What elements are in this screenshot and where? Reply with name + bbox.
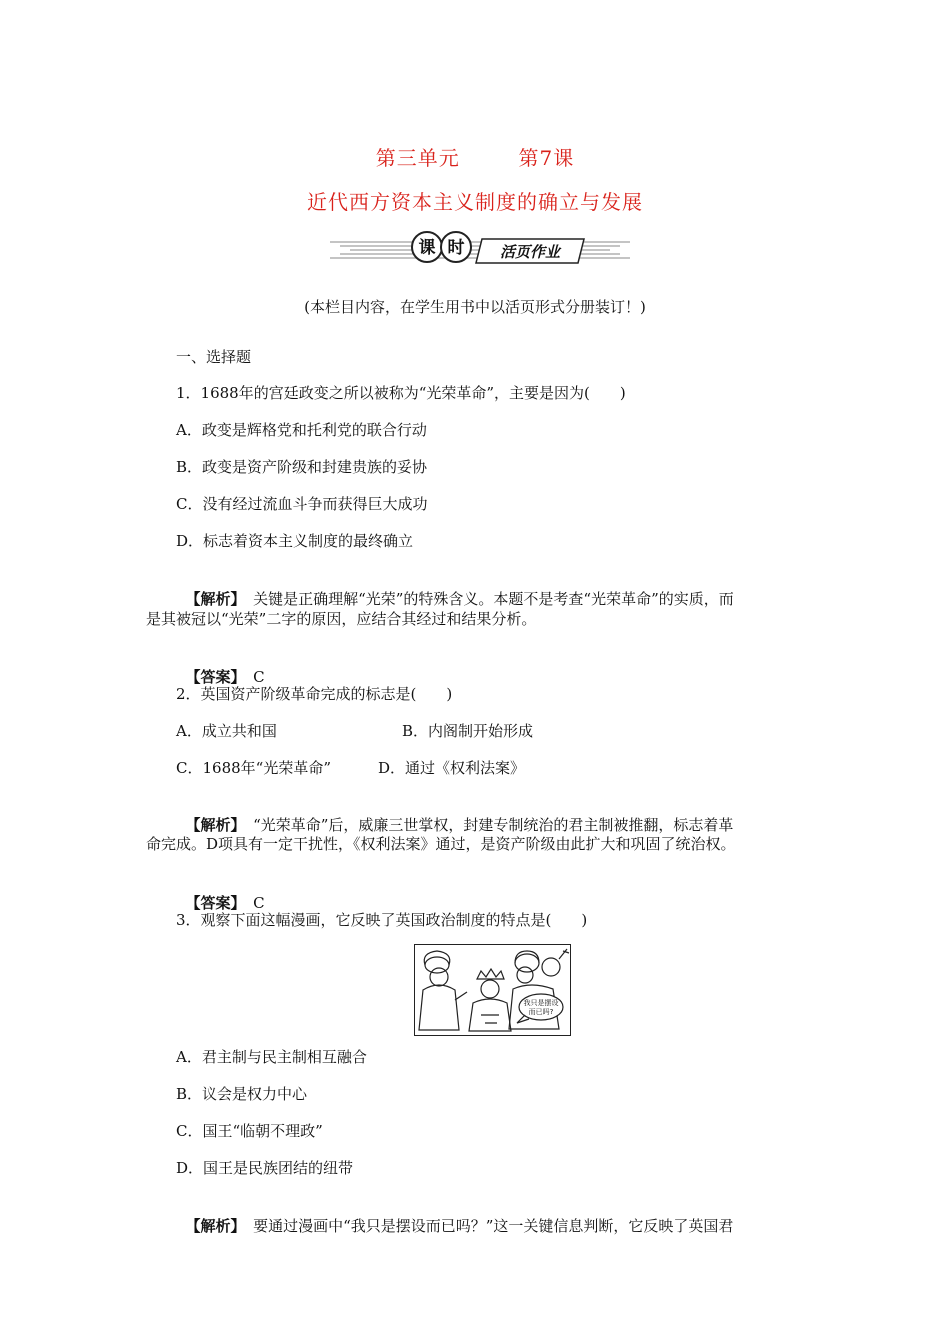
unit-title: 第三单元 第7课 xyxy=(375,146,575,170)
q2-option-c: C．1688年“光荣革命” xyxy=(176,759,331,777)
analysis-tag: 【解析】 xyxy=(185,816,239,834)
cartoon-bubble-line-1: 我只是摆设 xyxy=(523,999,559,1007)
q2-option-a: A．成立共和国 xyxy=(176,722,277,740)
q1-analysis-line-2: 是其被冠以“光荣”二字的原因，应结合其经过和结果分析。 xyxy=(146,610,537,628)
banner-label: 活页作业 xyxy=(499,243,561,261)
lesson-title: 近代西方资本主义制度的确立与发展 xyxy=(307,190,643,214)
q3-stem: 3．观察下面这幅漫画，它反映了英国政治制度的特点是( ) xyxy=(176,911,588,929)
homework-banner xyxy=(330,230,630,270)
q1-analysis-line-1: 【解析】 关键是正确理解“光荣”的特殊含义。本题不是考查“光荣革命”的实质，而 xyxy=(185,590,734,608)
section-heading: 一、选择题 xyxy=(176,348,252,366)
cartoon-drawing xyxy=(415,945,571,1036)
q1-option-c: C．没有经过流血斗争而获得巨大成功 xyxy=(176,495,428,513)
q3-option-c: C．国王“临朝不理政” xyxy=(176,1122,323,1140)
q2-answer: 【答案】 C xyxy=(185,894,265,912)
q3-option-d: D．国王是民族团结的纽带 xyxy=(176,1159,354,1177)
q2-analysis-line-1: 【解析】 “光荣革命”后，威廉三世掌权，封建专制统治的君主制被推翻，标志着革 xyxy=(185,816,734,834)
banner-char-2: 时 xyxy=(447,238,465,258)
q2-analysis-line-2: 命完成。D项具有一定干扰性，《权利法案》通过，是资产阶级由此扩大和巩固了统治权。 xyxy=(146,835,736,853)
q2-option-d: D．通过《权利法案》 xyxy=(378,759,526,777)
q3-option-a: A．君主制与民主制相互融合 xyxy=(176,1048,367,1066)
answer-tag: 【答案】 xyxy=(185,894,239,912)
binding-note: (本栏目内容，在学生用书中以活页形式分册装订！) xyxy=(304,298,646,316)
banner-char-1: 课 xyxy=(418,238,436,258)
q3-option-b: B．议会是权力中心 xyxy=(176,1085,308,1103)
q1-option-a: A．政变是辉格党和托利党的联合行动 xyxy=(176,421,427,439)
q1-option-b: B．政变是资产阶级和封建贵族的妥协 xyxy=(176,458,428,476)
political-cartoon xyxy=(414,944,571,1036)
q2-stem: 2．英国资产阶级革命完成的标志是( ) xyxy=(176,685,453,703)
analysis-tag: 【解析】 xyxy=(185,590,239,608)
cartoon-bubble-line-2: 而已吗? xyxy=(528,1008,554,1016)
analysis-tag: 【解析】 xyxy=(185,1217,239,1235)
q3-analysis-line-1: 【解析】 要通过漫画中“我只是摆设而已吗？”这一关键信息判断，它反映了英国君 xyxy=(185,1217,734,1235)
q1-option-d: D．标志着资本主义制度的最终确立 xyxy=(176,532,414,550)
answer-tag: 【答案】 xyxy=(185,668,239,686)
q1-stem: 1．1688年的宫廷政变之所以被称为“光荣革命”，主要是因为( ) xyxy=(176,384,626,402)
q2-option-b: B．内阁制开始形成 xyxy=(402,722,534,740)
q1-answer: 【答案】 C xyxy=(185,668,265,686)
